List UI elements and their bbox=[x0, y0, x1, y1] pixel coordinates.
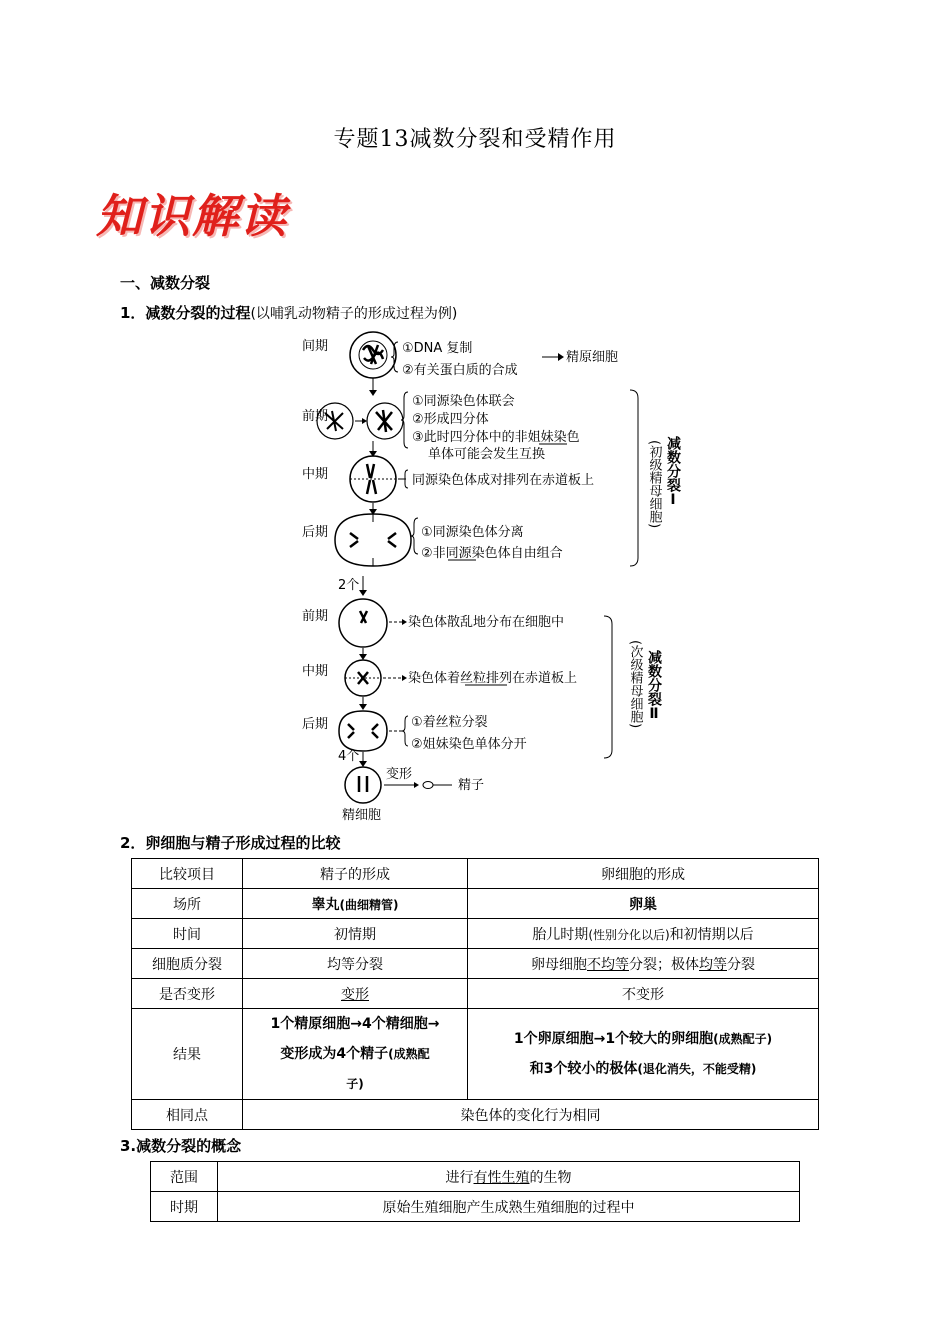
prophase1-note: ③此时四分体中的非姐妹染色 bbox=[412, 430, 580, 445]
cell-note: (曲细精管) bbox=[339, 897, 399, 912]
table-row bbox=[132, 1100, 819, 1130]
cell-text: 不均等 bbox=[587, 956, 629, 973]
prophase1-note: ②形成四分体 bbox=[412, 412, 489, 427]
spermatid-label: 精细胞 bbox=[342, 808, 382, 823]
row-label: 时间 bbox=[132, 919, 243, 949]
prophase2-cell bbox=[339, 599, 387, 647]
cell-text: 和3个较小的极体 bbox=[529, 1061, 638, 1077]
table-row bbox=[151, 1192, 800, 1222]
table-row bbox=[132, 949, 819, 979]
cell-note: (性别分化以后) bbox=[588, 927, 670, 942]
row-label: 范围 bbox=[151, 1162, 218, 1192]
cell-text: 卵母细胞 bbox=[531, 956, 587, 973]
row-label: 时期 bbox=[151, 1192, 218, 1222]
bracket1-title: 减数分裂Ⅰ bbox=[665, 436, 681, 508]
row-label: 结果 bbox=[132, 1009, 243, 1100]
row-label: 细胞质分裂 bbox=[132, 949, 243, 979]
table-cell bbox=[243, 1009, 468, 1100]
table-cell: 卵巢 bbox=[468, 889, 819, 919]
anaphase1-note: ①同源染色体分离 bbox=[421, 525, 524, 540]
table-row bbox=[132, 859, 819, 889]
table-cell: 染色体的变化行为相同 bbox=[243, 1100, 819, 1130]
table-cell bbox=[218, 1162, 800, 1192]
section-heading-comparison: 2．卵细胞与精子形成过程的比较 bbox=[120, 834, 341, 852]
bracket-meiosis2 bbox=[604, 616, 612, 758]
cell-text: 有性生殖 bbox=[473, 1169, 530, 1186]
table-row bbox=[151, 1162, 800, 1192]
count-4: 4个 bbox=[338, 749, 360, 764]
stage-label: 中期 bbox=[302, 664, 329, 679]
stage-label: 中期 bbox=[302, 467, 329, 482]
cell-text: 分裂；极体 bbox=[629, 956, 699, 973]
stage-label: 前期 bbox=[302, 609, 329, 624]
concept-table bbox=[150, 1161, 800, 1222]
bracket2-title: 减数分裂Ⅱ bbox=[646, 650, 662, 722]
section-heading-concept: 3.减数分裂的概念 bbox=[120, 1137, 242, 1155]
table-cell bbox=[468, 919, 819, 949]
stage-label: 后期 bbox=[302, 525, 329, 540]
table-cell bbox=[468, 949, 819, 979]
spermatogonium-label: 精原细胞 bbox=[566, 350, 619, 365]
table-cell: 均等分裂 bbox=[243, 949, 468, 979]
cell-text: 1个精原细胞→4个精细胞→ bbox=[270, 1016, 440, 1032]
knowledge-banner: 知识解读 bbox=[96, 189, 288, 243]
table-cell bbox=[243, 889, 468, 919]
prophase1-cells bbox=[317, 403, 403, 439]
table-cell: 原始生殖细胞产生成熟生殖细胞的过程中 bbox=[218, 1192, 800, 1222]
table-cell: 变形 bbox=[243, 979, 468, 1009]
anaphase2-note: ①着丝粒分裂 bbox=[411, 715, 488, 730]
cell-note: (成熟配 bbox=[388, 1047, 430, 1061]
metaphase2-cell bbox=[345, 660, 381, 696]
section-heading-process bbox=[120, 302, 457, 323]
anaphase1-cell bbox=[335, 514, 411, 566]
cell-text: 1个卵原细胞→1个较大的卵细胞 bbox=[513, 1031, 714, 1047]
sperm-label: 精子 bbox=[458, 778, 485, 793]
anaphase2-cell bbox=[339, 711, 387, 751]
cell-text: 分裂 bbox=[727, 956, 755, 973]
cell-text: 均等 bbox=[699, 956, 727, 973]
spermatid-cell bbox=[345, 767, 381, 803]
table-cell: 初情期 bbox=[243, 919, 468, 949]
page-title: 专题13减数分裂和受精作用 bbox=[333, 127, 617, 152]
metaphase1-cell bbox=[350, 456, 396, 502]
stage-label: 前期 bbox=[302, 409, 329, 424]
section-heading-meiosis: 一、减数分裂 bbox=[120, 274, 211, 292]
count-2: 2个 bbox=[338, 578, 360, 593]
table-row bbox=[132, 1009, 819, 1100]
interphase-note: ①DNA 复制 bbox=[402, 341, 473, 356]
row-label: 场所 bbox=[132, 889, 243, 919]
table-cell bbox=[468, 1009, 819, 1100]
transform-label: 变形 bbox=[386, 767, 413, 782]
prophase2-note: 染色体散乱地分布在细胞中 bbox=[408, 615, 565, 630]
prophase1-note: 单体可能会发生互换 bbox=[428, 447, 546, 462]
table-row bbox=[132, 919, 819, 949]
process-heading-main: 1．减数分裂的过程 bbox=[120, 304, 251, 322]
cell-text: 进行 bbox=[445, 1169, 474, 1186]
interphase-cell bbox=[350, 332, 396, 378]
stage-label: 后期 bbox=[302, 717, 329, 732]
row-label: 相同点 bbox=[132, 1100, 243, 1130]
cell-text: 和初情期以后 bbox=[669, 926, 754, 943]
sperm-shape bbox=[423, 782, 452, 789]
table-header-cell: 卵细胞的形成 bbox=[468, 859, 819, 889]
comparison-table bbox=[131, 858, 819, 1130]
cell-text: 胎儿时期 bbox=[532, 926, 589, 943]
meiosis-diagram bbox=[290, 328, 690, 828]
interphase-note: ②有关蛋白质的合成 bbox=[402, 363, 518, 378]
metaphase1-note: 同源染色体成对排列在赤道板上 bbox=[412, 473, 595, 488]
row-label: 是否变形 bbox=[132, 979, 243, 1009]
table-header-cell: 精子的形成 bbox=[243, 859, 468, 889]
cell-note: (退化消失，不能受精) bbox=[637, 1062, 757, 1076]
cell-text: 睾丸 bbox=[311, 896, 340, 913]
prophase1-note: ①同源染色体联会 bbox=[412, 394, 515, 409]
bracket-meiosis1 bbox=[630, 390, 638, 566]
cell-note: (成熟配子) bbox=[713, 1032, 773, 1046]
table-row bbox=[132, 889, 819, 919]
process-heading-note: (以哺乳动物精子的形成过程为例) bbox=[250, 306, 458, 322]
cell-note: 子) bbox=[346, 1077, 364, 1091]
stage-label: 间期 bbox=[302, 339, 329, 354]
table-row bbox=[132, 979, 819, 1009]
cell-text: 变形成为4个精子 bbox=[280, 1046, 389, 1062]
metaphase2-note: 染色体着丝粒排列在赤道板上 bbox=[408, 671, 578, 686]
bracket2-sub: (次级精母细胞) bbox=[627, 640, 643, 729]
table-cell: 不变形 bbox=[468, 979, 819, 1009]
anaphase2-note: ②姐妹染色单体分开 bbox=[411, 737, 527, 752]
anaphase1-note: ②非同源染色体自由组合 bbox=[421, 546, 563, 561]
table-header-cell: 比较项目 bbox=[132, 859, 243, 889]
bracket1-sub: (初级精母细胞) bbox=[646, 440, 662, 529]
cell-text: 的生物 bbox=[529, 1169, 572, 1186]
